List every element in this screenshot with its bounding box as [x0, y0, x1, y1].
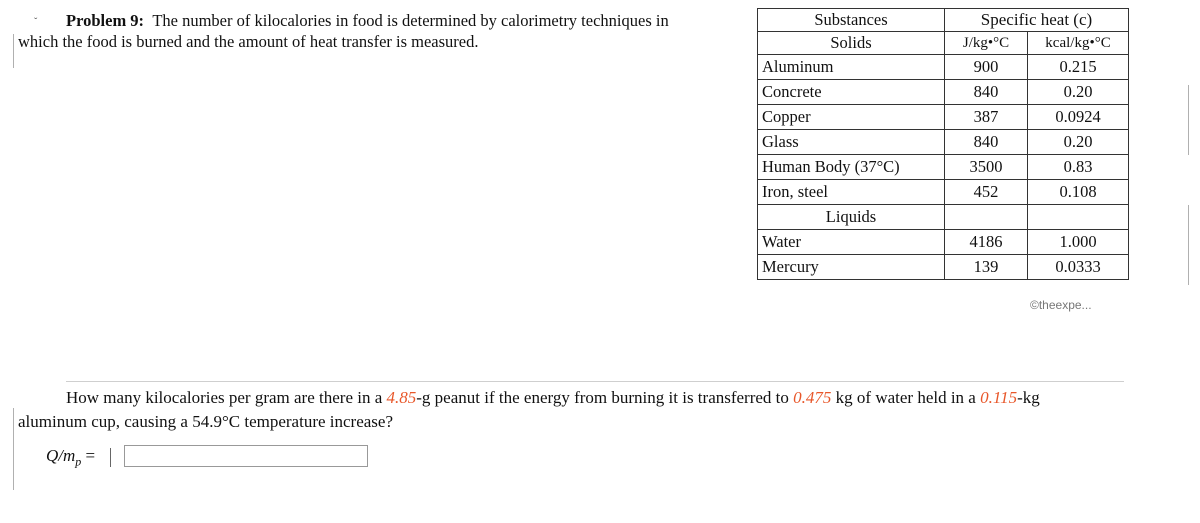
right-scroll-bar-lower [1188, 205, 1189, 285]
cup-mass-value: 0.115 [980, 388, 1018, 407]
text-cursor [110, 448, 111, 467]
question-line-2: aluminum cup, causing a 54.9°C temperature increase? [18, 412, 393, 431]
table-row: Mercury 139 0.0333 [758, 255, 1129, 280]
answer-label: $Q/m_p$ = [46, 446, 96, 469]
table-row: Iron, steel 452 0.108 [758, 180, 1129, 205]
table-row: Aluminum 900 0.215 [758, 55, 1129, 80]
table-row: Human Body (37°C) 3500 0.83 [758, 155, 1129, 180]
table-row: Water 4186 1.000 [758, 230, 1129, 255]
left-margin-bar [13, 34, 14, 68]
watermark: ©theexpe... [1030, 298, 1092, 312]
answer-input[interactable] [124, 445, 368, 467]
left-margin-bar-lower [13, 408, 14, 490]
header-specific-heat: Specific heat (c) [945, 9, 1129, 32]
caret-mark: ˇ [34, 17, 38, 28]
problem-label: Problem 9: [66, 11, 145, 30]
separator-line [66, 381, 1124, 382]
peanut-mass-value: 4.85 [386, 388, 417, 407]
section-solids: Solids [758, 32, 945, 55]
section-liquids: Liquids [758, 205, 945, 230]
question-text: How many kilocalories per gram are there in a 4.85-g peanut if the energy from burning it is transferred to 0.475 kg of water held in a 0.115-kg aluminum cup, causing a 54.9°C temperature increase? [18, 386, 1138, 434]
table-row: Concrete 840 0.20 [758, 80, 1129, 105]
water-mass-value: 0.475 [793, 388, 832, 407]
intro-line-2: which the food is burned and the amount of heat transfer is measured. [18, 32, 479, 51]
table-row: Glass 840 0.20 [758, 130, 1129, 155]
table-row: Copper 387 0.0924 [758, 105, 1129, 130]
header-substances: Substances [758, 9, 945, 32]
specific-heat-table [757, 8, 1129, 280]
problem-intro [18, 10, 758, 52]
right-scroll-bar [1188, 85, 1189, 155]
unit-kcal-per-kg: kcal/kg•°C [1028, 32, 1129, 55]
intro-line-1: The number of kilocalories in food is determined by calorimetry techniques in [152, 11, 669, 30]
unit-j-per-kg: J/kg•°C [945, 32, 1028, 55]
